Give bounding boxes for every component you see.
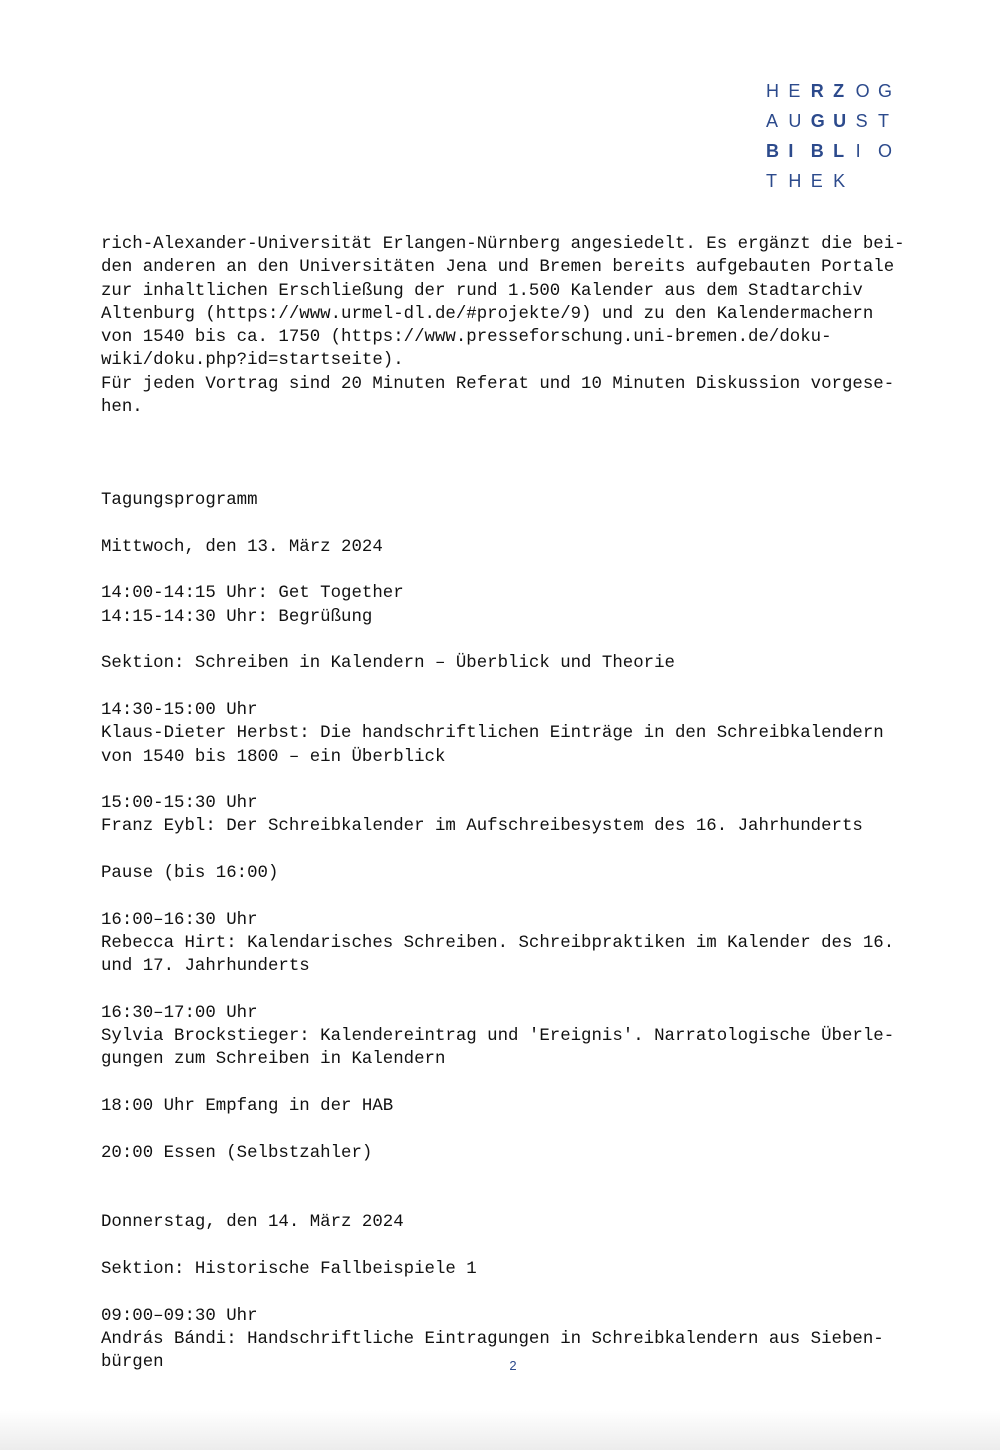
intro-line: wiki/doku.php?id=startseite).: [101, 351, 404, 371]
schedule-item: 14:15-14:30 Uhr: Begrüßung: [101, 607, 373, 627]
talk-title: von 1540 bis 1800 – ein Überblick: [101, 747, 446, 767]
talk-title: Klaus-Dieter Herbst: Die handschriftlichen Einträge in den Schreibkalendern: [101, 724, 884, 744]
talk-title: bürgen: [101, 1353, 164, 1373]
logo-row: T H E K: [766, 171, 846, 191]
section-title: Sektion: Historische Fallbeispiele 1: [101, 1260, 477, 1280]
logo-row: B I B L I O: [766, 141, 892, 161]
talk-time: 16:30–17:00 Uhr: [101, 1003, 258, 1023]
intro-line: Für jeden Vortrag sind 20 Minuten Referat und 10 Minuten Diskussion vorgese-: [101, 374, 895, 394]
logo-row: A U G U S T: [766, 111, 889, 131]
intro-line: den anderen an den Universitäten Jena und Bremen bereits aufgebauten Portale: [101, 258, 895, 278]
schedule-item: 18:00 Uhr Empfang in der HAB: [101, 1096, 394, 1116]
talk-title: Rebecca Hirt: Kalendarisches Schreiben. Schreibpraktiken im Kalender des 16.: [101, 933, 895, 953]
day-date: Mittwoch, den 13. März 2024: [101, 537, 383, 557]
intro-line: hen.: [101, 398, 143, 418]
intro-line: zur inhaltlichen Erschließung der rund 1.500 Kalender aus dem Stadtarchiv: [101, 281, 863, 301]
talk-title: und 17. Jahrhunderts: [101, 957, 310, 977]
page-bottom-shade: [0, 1410, 1000, 1450]
talk-time: 09:00–09:30 Uhr: [101, 1306, 258, 1326]
schedule-item: 14:00-14:15 Uhr: Get Together: [101, 584, 404, 604]
talk-title: Sylvia Brockstieger: Kalendereintrag und 'Ereignis'. Narratologische Überle-: [101, 1027, 895, 1047]
talk-time: 15:00-15:30 Uhr: [101, 794, 258, 814]
page-number: 2: [509, 1358, 517, 1373]
pause-item: Pause (bis 16:00): [101, 864, 279, 884]
intro-line: Altenburg (https://www.urmel-dl.de/#projekte/9) und zu den Kalendermachern: [101, 304, 874, 324]
logo-row: H E R Z O G: [766, 81, 892, 101]
intro-line: rich-Alexander-Universität Erlangen-Nürnberg angesiedelt. Es ergänzt die bei-: [101, 235, 905, 254]
talk-title: gungen zum Schreiben in Kalendern: [101, 1050, 446, 1070]
talk-time: 14:30-15:00 Uhr: [101, 700, 258, 720]
talk-time: 16:00–16:30 Uhr: [101, 910, 258, 930]
intro-line: von 1540 bis ca. 1750 (https://www.presseforschung.uni-bremen.de/doku-: [101, 328, 832, 348]
talk-title: Franz Eybl: Der Schreibkalender im Aufschreibesystem des 16. Jahrhunderts: [101, 817, 863, 837]
day-date: Donnerstag, den 14. März 2024: [101, 1213, 404, 1233]
section-title: Sektion: Schreiben in Kalendern – Überblick und Theorie: [101, 654, 675, 674]
talk-title: András Bándi: Handschriftliche Eintragungen in Schreibkalendern aus Sieben-: [101, 1329, 884, 1349]
library-logo: [766, 80, 906, 200]
program-heading: Tagungsprogramm: [101, 491, 258, 511]
schedule-item: 20:00 Essen (Selbstzahler): [101, 1143, 373, 1163]
document-body: [101, 233, 931, 1375]
